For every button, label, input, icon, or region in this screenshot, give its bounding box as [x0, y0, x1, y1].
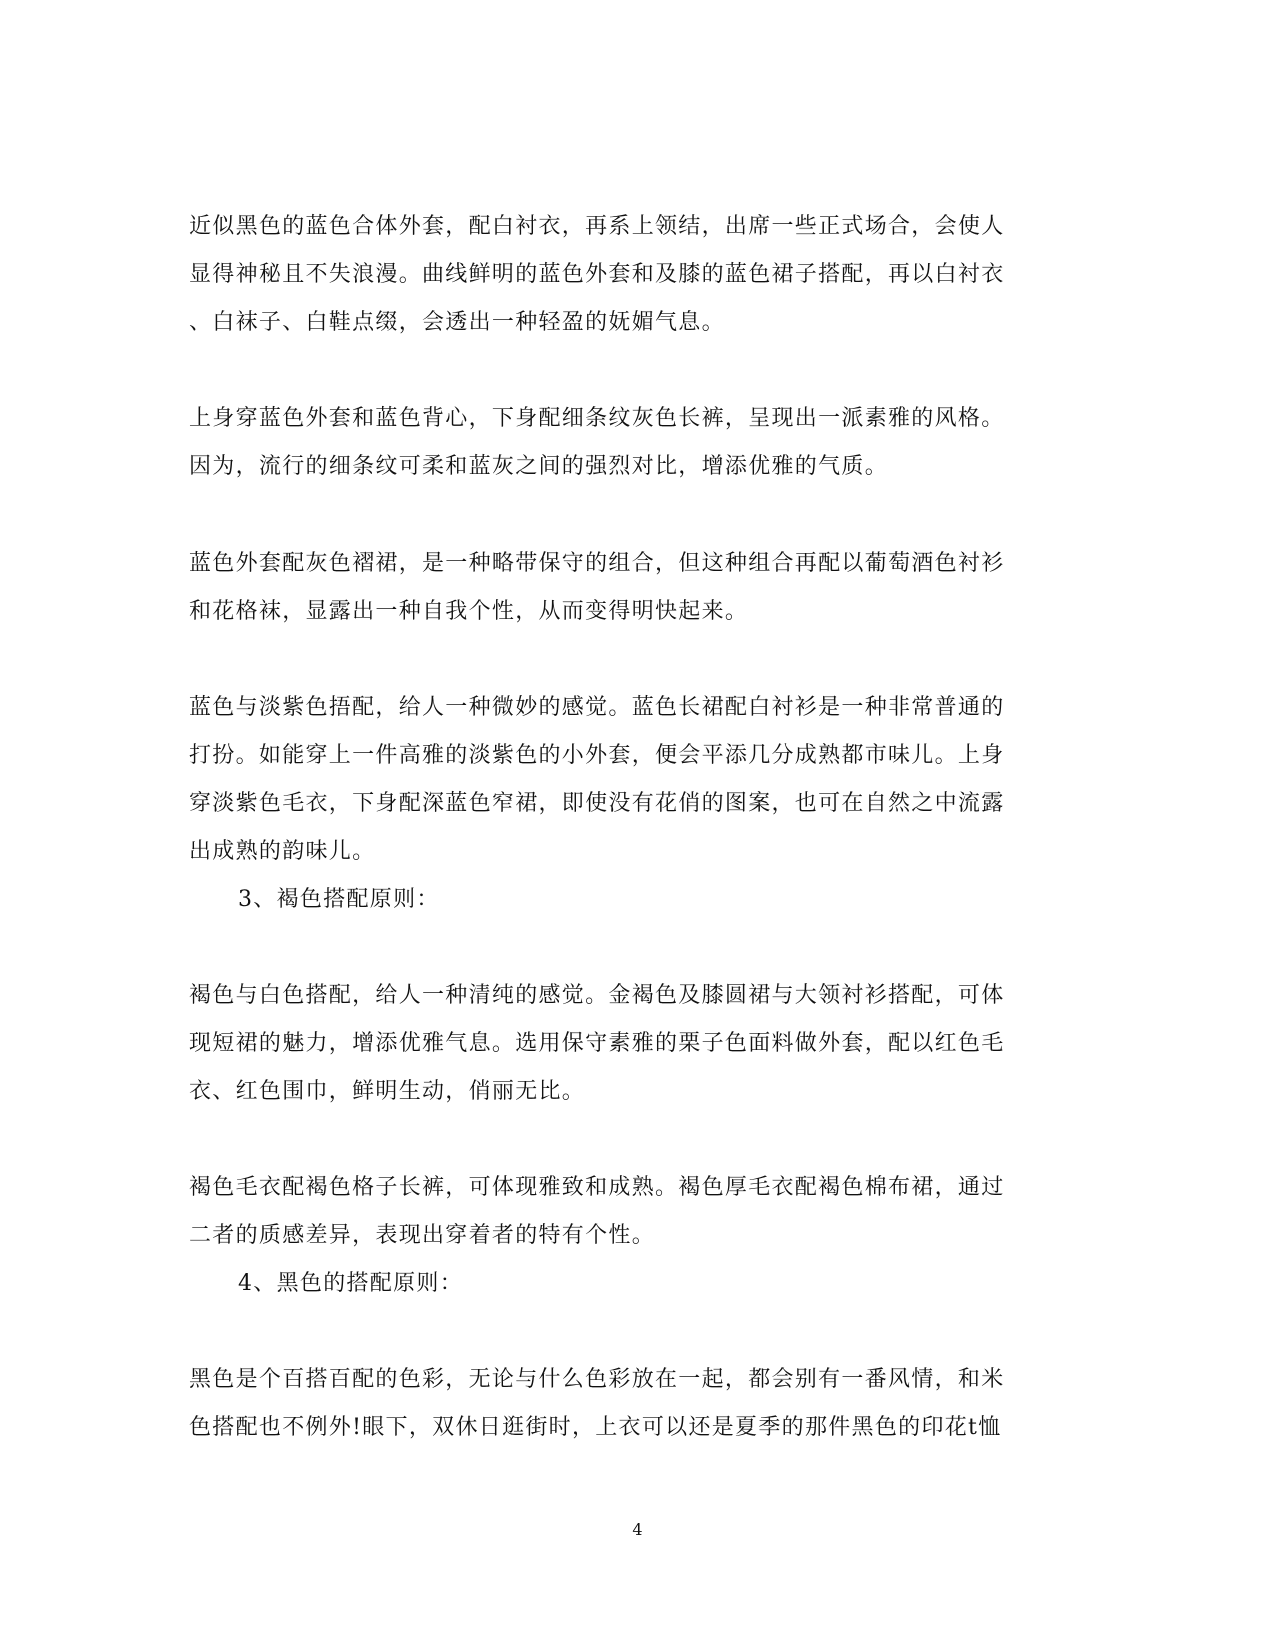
- paragraph-line: 上身穿蓝色外套和蓝色背心，下身配细条纹灰色长裤，呈现出一派素雅的风格。: [189, 406, 1005, 431]
- paragraph-line: 因为，流行的细条纹可柔和蓝灰之间的强烈对比，增添优雅的气质。: [189, 454, 889, 479]
- page-number: 4: [632, 1520, 643, 1539]
- paragraph-line: 显得神秘且不失浪漫。曲线鲜明的蓝色外套和及膝的蓝色裙子搭配，再以白衬衣: [189, 262, 1005, 287]
- section-heading: 4、黑色的搭配原则：: [238, 1271, 463, 1296]
- paragraph-line: 穿淡紫色毛衣，下身配深蓝色窄裙，即使没有花俏的图案，也可在自然之中流露: [189, 791, 1005, 816]
- paragraph-line: 褐色与白色搭配，给人一种清纯的感觉。金褐色及膝圆裙与大领衬衫搭配，可体: [189, 983, 1005, 1008]
- paragraph-line: 蓝色外套配灰色褶裙，是一种略带保守的组合，但这种组合再配以葡萄酒色衬衫: [189, 551, 1005, 576]
- paragraph-line: 二者的质感差异，表现出穿着者的特有个性。: [189, 1223, 656, 1248]
- paragraph-line: 打扮。如能穿上一件高雅的淡紫色的小外套，便会平添几分成熟都市味儿。上身: [189, 743, 1005, 768]
- paragraph-line: 蓝色与淡紫色捂配，给人一种微妙的感觉。蓝色长裙配白衬衫是一种非常普通的: [189, 695, 1005, 720]
- paragraph-line: 出成熟的韵味儿。: [189, 839, 376, 864]
- paragraph-line: 褐色毛衣配褐色格子长裤，可体现雅致和成熟。褐色厚毛衣配褐色棉布裙，通过: [189, 1175, 1005, 1200]
- paragraph-line: 和花格袜，显露出一种自我个性，从而变得明快起来。: [189, 599, 749, 624]
- section-heading: 3、褐色搭配原则：: [238, 887, 440, 912]
- paragraph-line: 衣、红色围巾，鲜明生动，俏丽无比。: [189, 1079, 586, 1104]
- paragraph-line: 近似黑色的蓝色合体外套，配白衬衣，再系上领结，出席一些正式场合，会使人: [189, 214, 1005, 239]
- paragraph-line: 、白袜子、白鞋点缀，会透出一种轻盈的妩媚气息。: [189, 310, 725, 335]
- paragraph-line: 黑色是个百搭百配的色彩，无论与什么色彩放在一起，都会别有一番风情，和米: [189, 1367, 1005, 1392]
- paragraph-line: 色搭配也不例外!眼下，双休日逛街时，上衣可以还是夏季的那件黑色的印花t恤: [189, 1415, 1002, 1440]
- paragraph-line: 现短裙的魅力，增添优雅气息。选用保守素雅的栗子色面料做外套，配以红色毛: [189, 1031, 1005, 1056]
